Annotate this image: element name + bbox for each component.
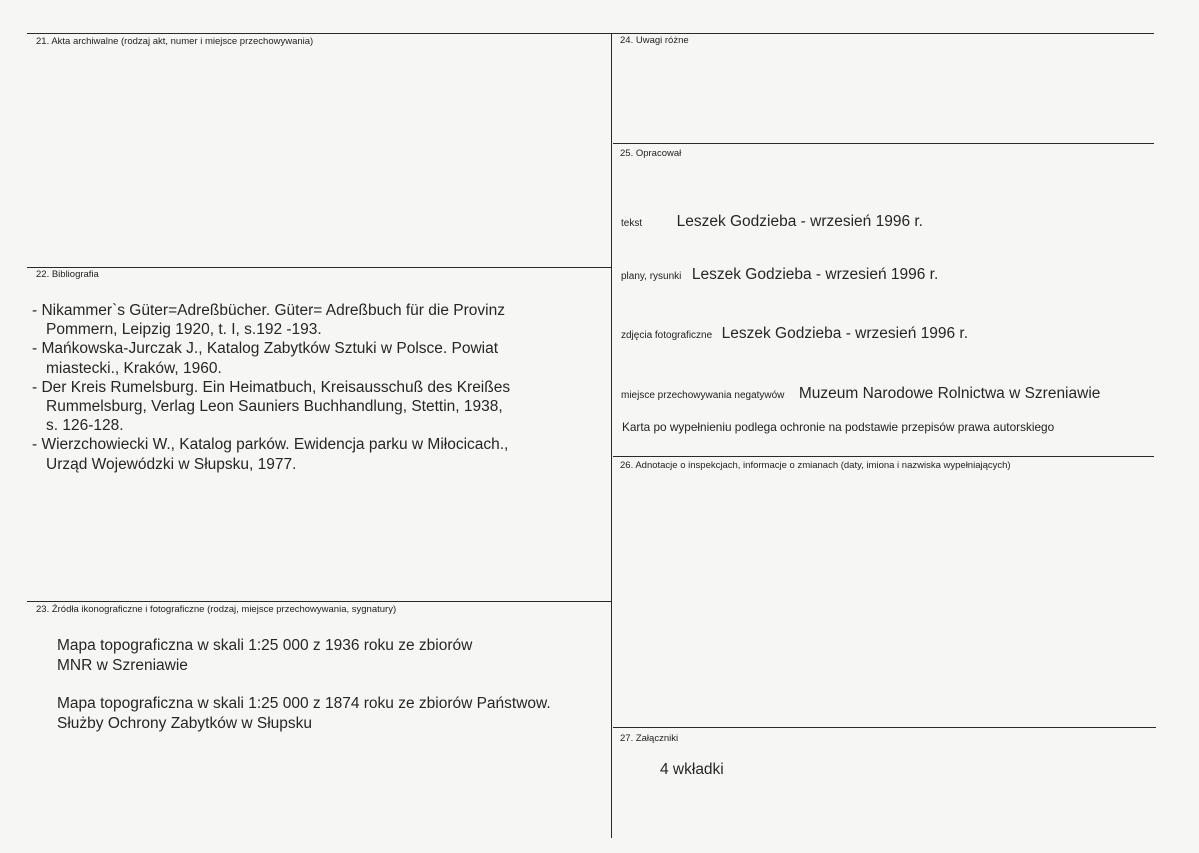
divider-22-23 (27, 601, 611, 602)
prepared-plans-value: Leszek Godzieba - wrzesień 1996 r. (691, 266, 939, 283)
center-divider-line (611, 33, 612, 838)
bibliography-item-line: Pommern, Leipzig 1920, t. I, s.192 -193. (46, 321, 322, 339)
iconography-entry (57, 636, 472, 676)
section-26-label: 26. Adnotacje o inspekcjach, informacje o zmianach (daty, imiona i nazwiska wypełniających) (620, 460, 1011, 471)
top-border-line (27, 33, 1154, 34)
bibliography-item-line: - Mańkowska-Jurczak J., Katalog Zabytków Sztuki w Polsce. Powiat (32, 340, 499, 358)
prepared-text-row (621, 212, 923, 232)
divider-25-26 (613, 456, 1154, 457)
section-24-label: 24. Uwagi różne (620, 35, 689, 46)
divider-26-27 (613, 727, 1156, 728)
divider-24-25 (613, 143, 1154, 144)
iconography-entry (57, 694, 551, 734)
bibliography-item-line: Rummelsburg, Verlag Leon Sauniers Buchhandlung, Stettin, 1938, (46, 398, 503, 416)
section-27-label: 27. Załączniki (620, 733, 679, 744)
section-23-label: 23. Źródła ikonograficzne i fotograficzne (rodzaj, miejsce przechowywania, sygnatury) (36, 604, 397, 615)
prepared-photos-row (621, 324, 968, 344)
bibliography-item-line: - Nikammer`s Güter=Adreßbücher. Güter= Adreßbuch für die Provinz (32, 302, 505, 319)
bibliography-item-line: Urząd Wojewódzki w Słupsku, 1977. (46, 455, 297, 473)
negatives-location-value: Muzeum Narodowe Rolnictwa w Szreniawie (798, 385, 1101, 402)
prepared-text-label: tekst (621, 218, 643, 229)
attachments-value: 4 wkładki (660, 761, 724, 778)
prepared-plans-label: plany, rysunki (621, 271, 682, 282)
section-25-label: 25. Opracował (620, 148, 682, 159)
section-21-label: 21. Akta archiwalne (rodzaj akt, numer i miejsce przechowywania) (36, 36, 314, 47)
iconography-entry-line: Mapa topograficzna w skali 1:25 000 z 1936 roku ze zbiorów (57, 637, 473, 654)
prepared-text-value: Leszek Godzieba - wrzesień 1996 r. (676, 213, 923, 230)
bibliography-list (32, 301, 510, 474)
iconography-entry-line: Służby Ochrony Zabytków w Słupsku (57, 715, 312, 732)
negatives-location-row (621, 384, 1100, 404)
bibliography-item (32, 435, 510, 473)
divider-21-22 (27, 267, 611, 268)
iconography-entry-line: MNR w Szreniawie (57, 657, 188, 674)
iconography-entry-line: Mapa topograficzna w skali 1:25 000 z 1874 roku ze zbiorów Państwow. (57, 695, 551, 712)
bibliography-item (32, 301, 510, 339)
bibliography-item-line: - Wierzchowiecki W., Katalog parków. Ewidencja parku w Miłocicach., (32, 436, 509, 454)
bibliography-item-line: miastecki., Kraków, 1960. (46, 359, 222, 377)
bibliography-item-line: s. 126-128. (46, 417, 124, 435)
prepared-photos-label: zdjęcia fotograficzne (621, 330, 713, 341)
negatives-location-label: miejsce przechowywania negatywów (621, 390, 785, 401)
section-22-label: 22. Bibliografia (36, 269, 99, 280)
bibliography-item-line: - Der Kreis Rumelsburg. Ein Heimatbuch, Kreisausschuß des Kreißes (32, 378, 511, 396)
copyright-note: Karta po wypełnieniu podlega ochronie na podstawie przepisów prawa autorskiego (622, 420, 1055, 434)
prepared-photos-value: Leszek Godzieba - wrzesień 1996 r. (721, 325, 969, 342)
prepared-plans-row (621, 265, 938, 285)
bibliography-item (32, 378, 510, 436)
bibliography-item (32, 339, 510, 377)
